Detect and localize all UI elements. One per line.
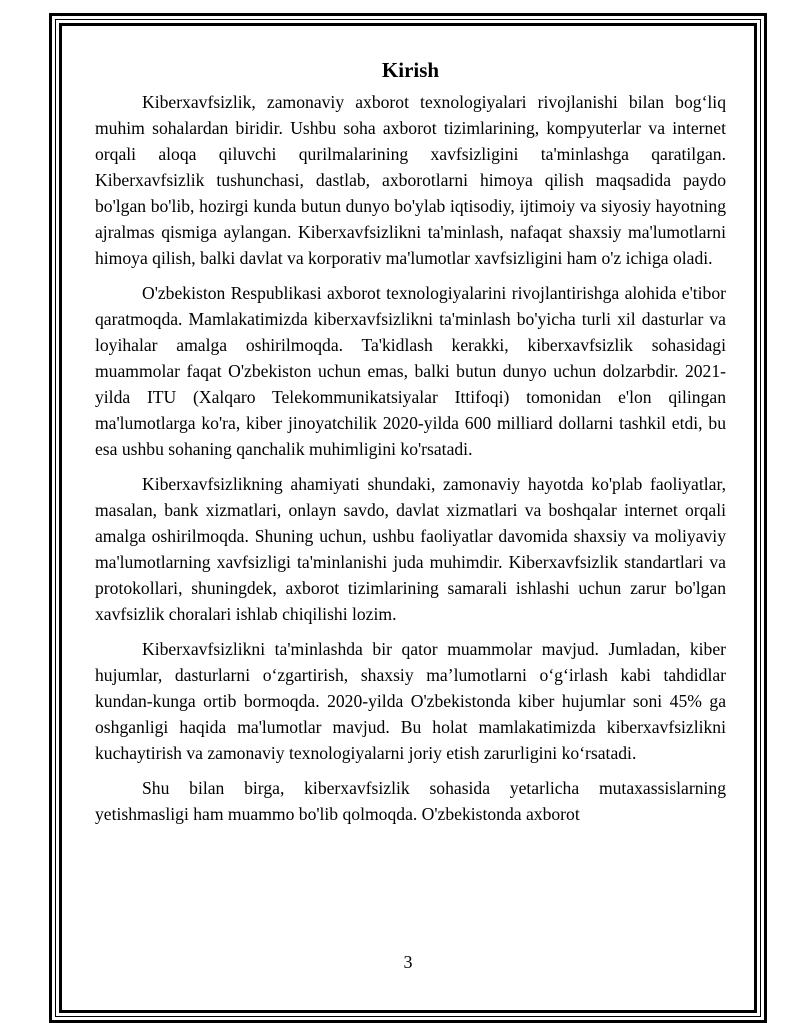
page-title: Kirish [381, 58, 440, 82]
paragraph-5: Shu bilan birga, kiberxavfsizlik sohasida yetarlicha mutaxassislarning yetishmasligi ham muammo bo'lib qolmoqda. O'zbekistonda axborot [95, 778, 726, 824]
paragraph-4: Kiberxavfsizlikni ta'minlashda bir qator muammolar mavjud. Jumladan, kiber hujumlar, dasturlarni o‘zgartirish, shaxsiy ma’lumotlarni o‘g‘irlash kabi tahdidlar kundan-kunga ortib bormoqda. 2020-yilda O'zbekistonda kiber hujumlar soni 45% ga oshganligi haqida ma'lumotlar mavjud. Bu holat mamlakatimizda kiberxavfsizlikni kuchaytirish va zamonaviy texnologiyalarni joriy etish zarurligini ko‘rsatadi. [95, 639, 726, 763]
paragraph-3: Kiberxavfsizlikning ahamiyati shundaki, zamonaviy hayotda ko'plab faoliyatlar, masalan, bank xizmatlari, onlayn savdo, davlat xizmatlari va boshqalar internet orqali amalga oshirilmoqda. Shuning uchun, ushbu faoliyatlar davomida shaxsiy va moliyaviy ma'lumotlarning xavfsizligi ta'minlanishi juda muhimdir. Kiberxavfsizlik standartlari va protokollari, shuningdek, axborot tizimlarining samarali ishlashi uchun zarur bo'lgan xavfsizlik choralari ishlab chiqilishi lozim. [95, 474, 726, 624]
paragraph-1: Kiberxavfsizlik, zamonaviy axborot texnologiyalari rivojlanishi bilan bog‘liq muhim sohalardan biridir. Ushbu soha axborot tizimlarining, kompyuterlar va internet orqali aloqa qiluvchi qurilmalarining xavfsizligini ta'minlashga qaratilgan. Kiberxavfsizlik tushunchasi, dastlab, axborotlarni himoya qilish maqsadida paydo bo'lgan bo'lib, hozirgi kunda butun dunyo bo'ylab iqtisodiy, ijtimoiy va siyosiy hayotning ajralmas qismiga aylangan. Kiberxavfsizlikni ta'minlash, nafaqat shaxsiy ma'lumotlarni himoya qilish, balki davlat va korporativ ma'lumotlar xavfsizligini ham o'z ichiga oladi. [95, 92, 726, 268]
page-number: 3 [403, 952, 413, 972]
paragraph-2: O'zbekiston Respublikasi axborot texnologiyalarini rivojlantirishga alohida e'tibor qaratmoqda. Mamlakatimizda kiberxavfsizlikni ta'minlash bo'yicha turli xil dasturlar va loyihalar amalga oshirilmoqda. Ta'kidlash kerakki, kiberxavfsizlik sohasidagi muammolar faqat O'zbekiston uchun emas, balki butun dunyo uchun dolzarbdir. 2021-yilda ITU (Xalqaro Telekommunikatsiyalar Ittifoqi) tomonidan e'lon qilingan ma'lumotlarga ko'ra, kiber jinoyatchilik 2020-yilda 600 milliard dollarni tashkil etdi, bu esa ushbu sohaning qanchalik muhimligini ko'rsatadi. [95, 283, 726, 459]
page-content [95, 53, 726, 836]
